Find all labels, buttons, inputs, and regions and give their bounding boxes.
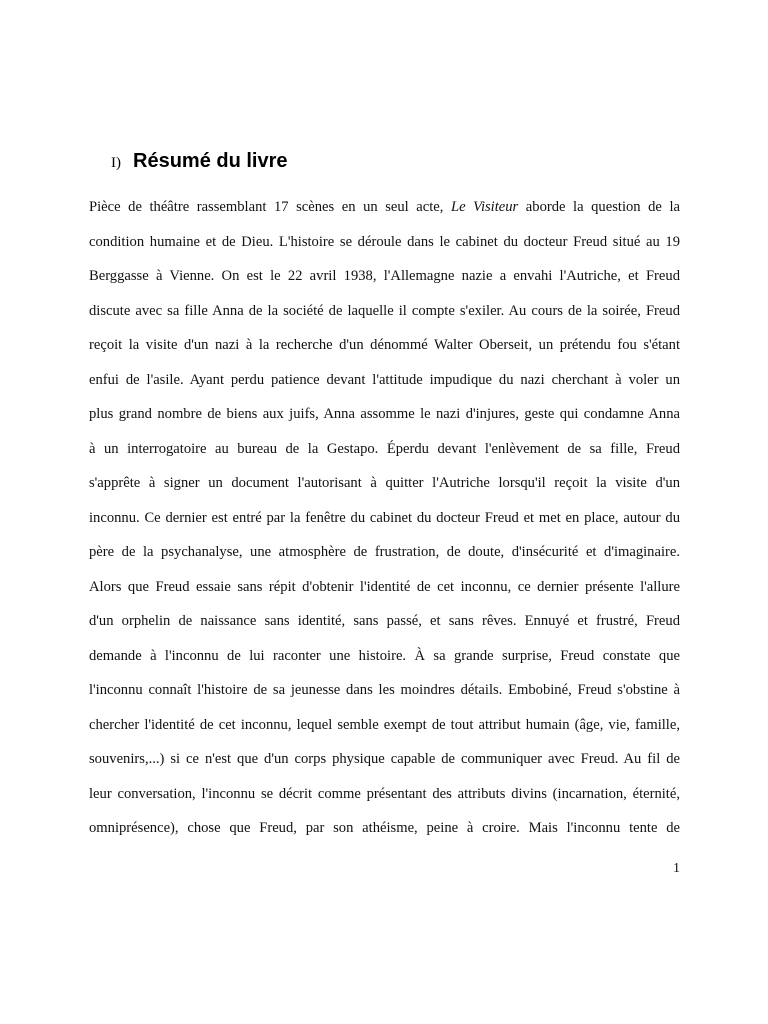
section-number: I)	[111, 155, 121, 171]
paragraph-line: souvenirs,...) si ce n'est que d'un corps physique capable de communiquer avec Freud. Au fil de	[89, 751, 680, 767]
paragraph-line: Berggasse à Vienne. On est le 22 avril 1938, l'Allemagne nazie a envahi l'Autriche, et Freud	[89, 268, 680, 284]
paragraph-line: père de la psychanalyse, une atmosphère de frustration, de doute, d'insécurité et d'imaginaire.	[89, 544, 680, 560]
paragraph-line: condition humaine et de Dieu. L'histoire se déroule dans le cabinet du docteur Freud situé au 19	[89, 233, 680, 250]
paragraph-line: d'un orphelin de naissance sans identité, sans passé, et sans rêves. Ennuyé et frustré, Freud	[89, 613, 680, 629]
page-number: 1	[673, 861, 680, 876]
paragraph-line: Alors que Freud essaie sans répit d'obtenir l'identité de cet inconnu, ce dernier présente l'allure	[89, 578, 680, 595]
paragraph-line: chercher l'identité de cet inconnu, lequel semble exempt de tout attribut humain (âge, vie, famille,	[89, 716, 680, 733]
paragraph-line: enfui de l'asile. Ayant perdu patience devant l'attitude impudique du nazi cherchant à voler un	[89, 371, 680, 388]
paragraph-line: leur conversation, l'inconnu se décrit comme présentant des attributs divins (incarnation, éternité,	[89, 785, 680, 802]
section-heading	[111, 150, 288, 173]
paragraph-line: à un interrogatoire au bureau de la Gestapo. Éperdu devant l'enlèvement de sa fille, Freud	[89, 440, 680, 457]
line-text: aborde la question de la	[518, 199, 680, 215]
paragraph-line: s'apprête à signer un document l'autorisant à quitter l'Autriche lorsqu'il reçoit la visite d'un	[89, 475, 680, 491]
paragraph-line: demande à l'inconnu de lui raconter une histoire. À sa grande surprise, Freud constate que	[89, 647, 680, 664]
paragraph-line	[89, 196, 680, 231]
line-text: Pièce de théâtre rassemblant 17 scènes en un seul acte,	[89, 199, 451, 215]
paragraph-line: discute avec sa fille Anna de la société de laquelle il compte s'exiler. Au cours de la soirée, Freud	[89, 302, 680, 319]
paragraph-line: inconnu. Ce dernier est entré par la fenêtre du cabinet du docteur Freud et met en place, autour du	[89, 509, 680, 526]
paragraph-line: reçoit la visite d'un nazi à la recherche d'un dénommé Walter Oberseit, un prétendu fou s'étant	[89, 337, 680, 353]
paragraph-line: l'inconnu connaît l'histoire de sa jeunesse dans les moindres détails. Embobiné, Freud s'obstine à	[89, 682, 680, 698]
paragraph-line: plus grand nombre de biens aux juifs, Anna assomme le nazi d'injures, geste qui condamne Anna	[89, 406, 680, 422]
section-title: Résumé du livre	[133, 150, 288, 172]
paragraph-line: omniprésence), chose que Freud, par son athéisme, peine à croire. Mais l'inconnu tente de	[89, 820, 680, 836]
book-title-italic: Le Visiteur	[450, 199, 519, 215]
summary-paragraph	[89, 196, 680, 852]
